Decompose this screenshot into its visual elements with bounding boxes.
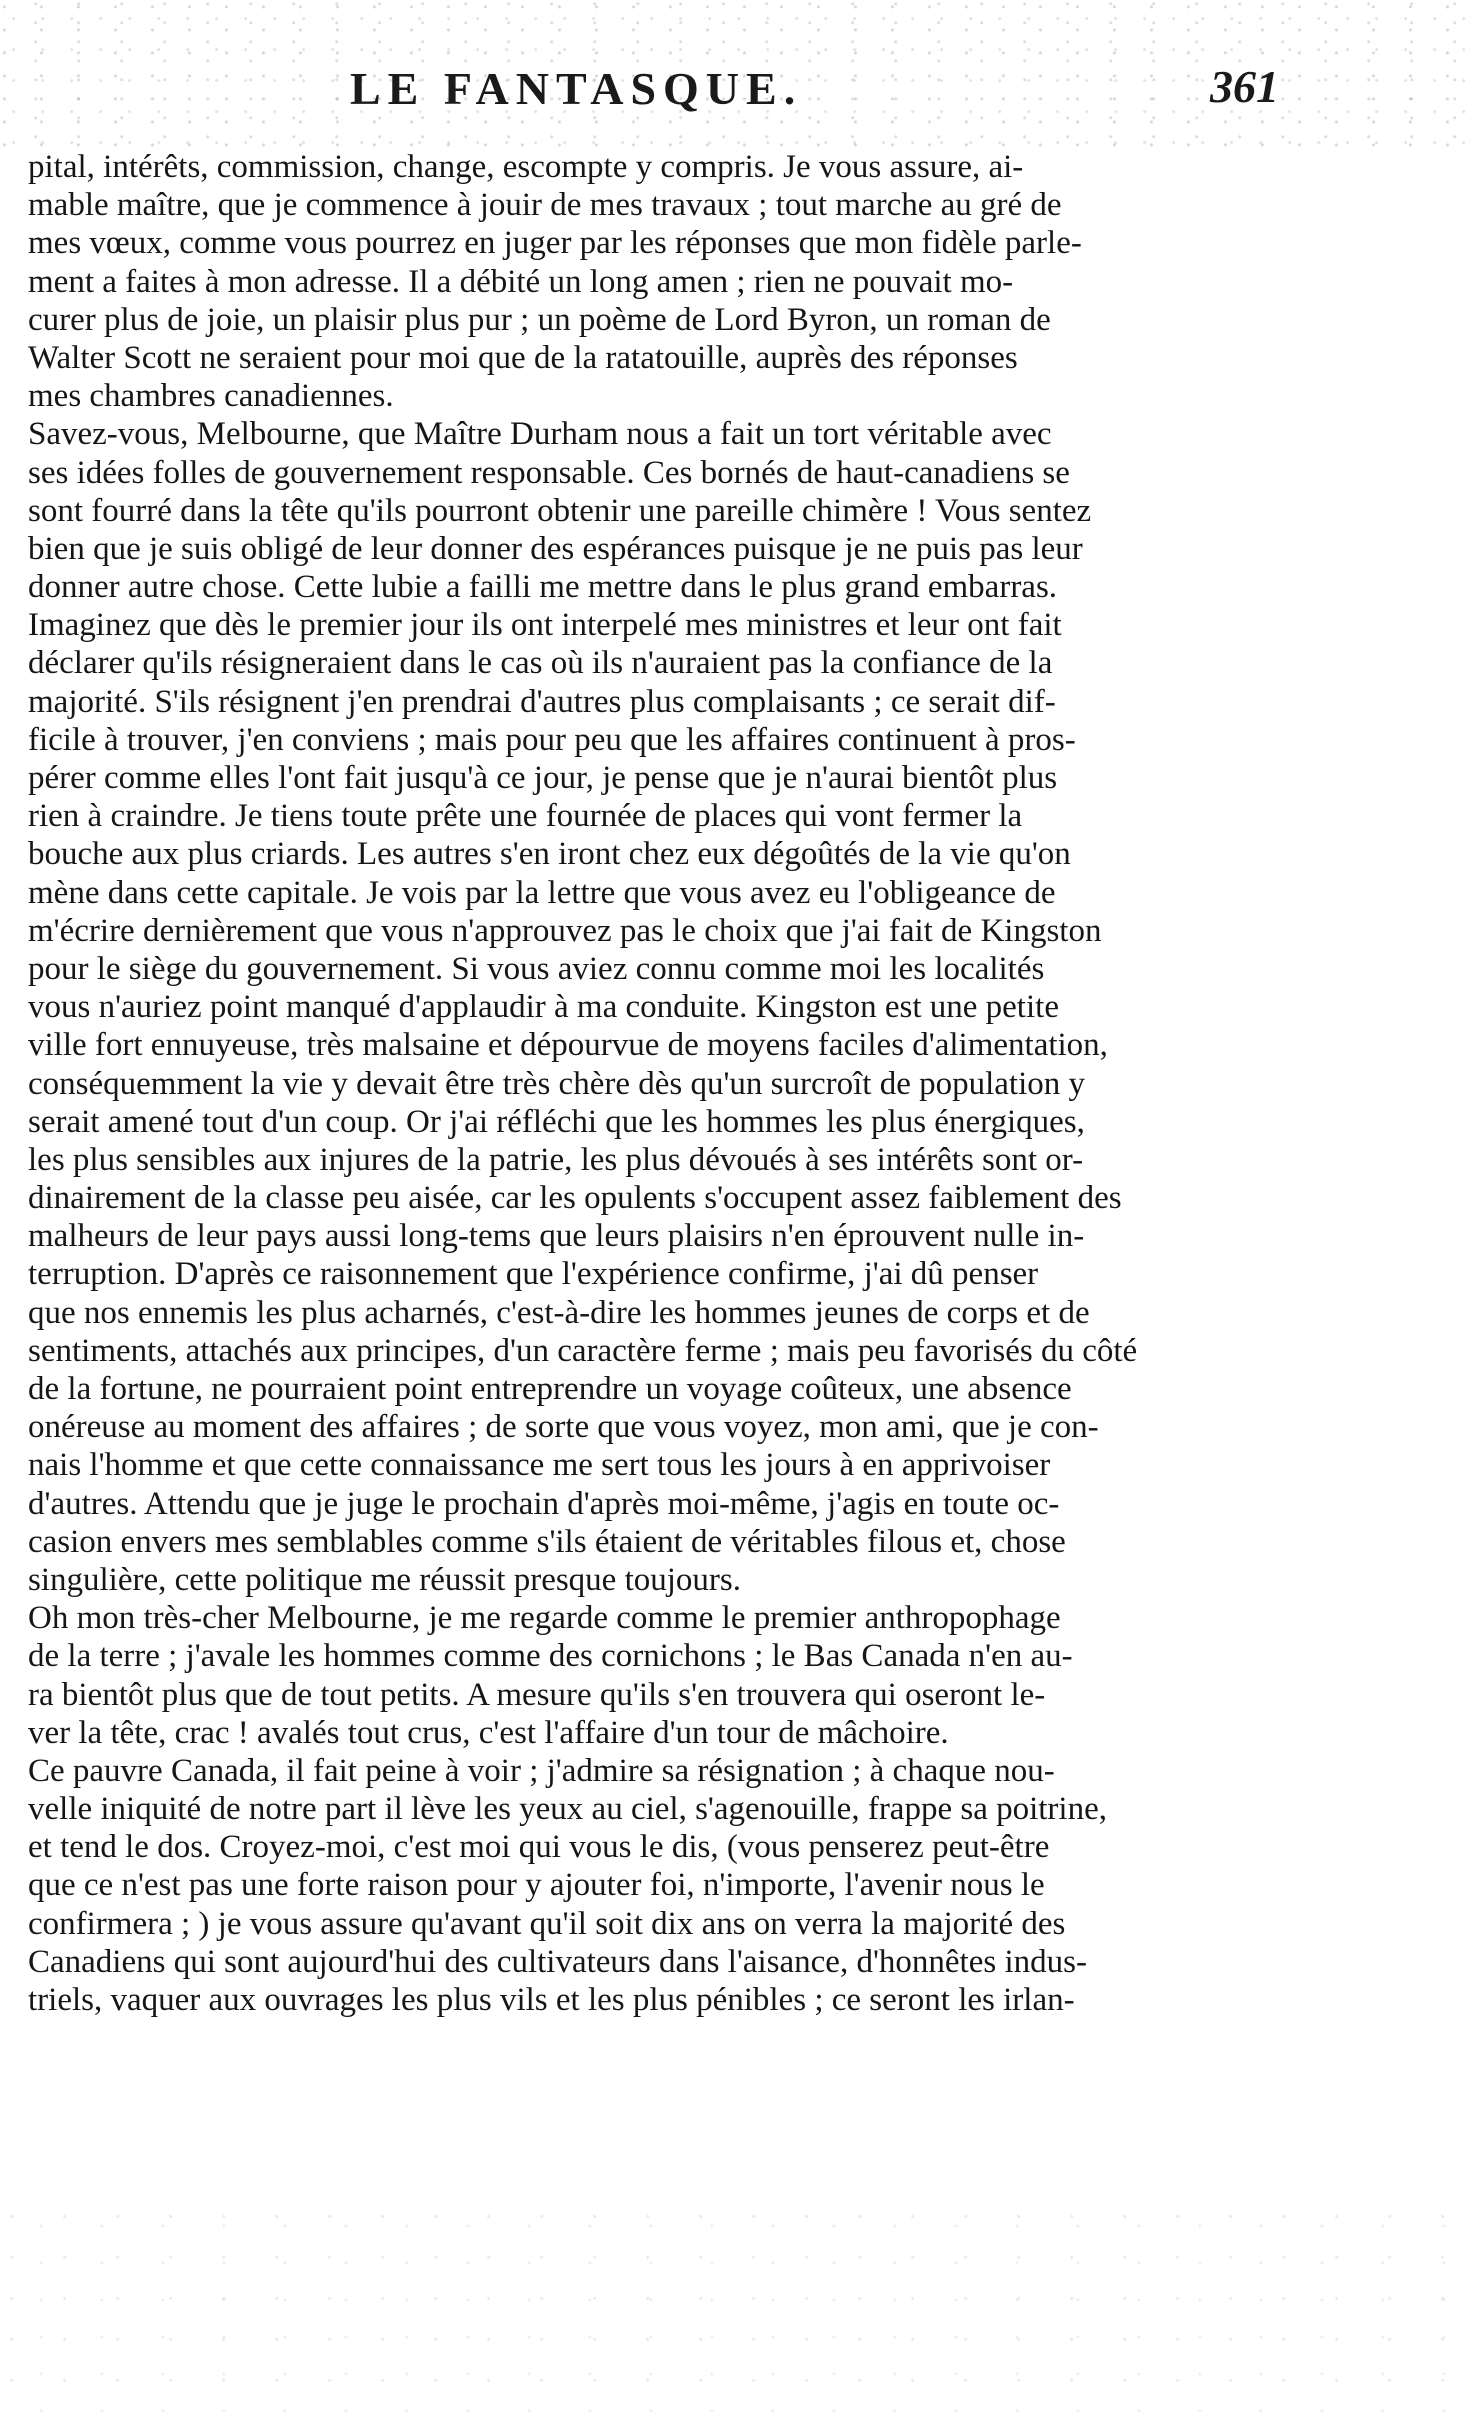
text-line: m'écrire dernièrement que vous n'approuvez pas le choix que j'ai fait de Kingston xyxy=(28,912,1102,949)
text-line: ficile à trouver, j'en conviens ; mais pour peu que les affaires continuent à pros- xyxy=(28,721,1076,758)
text-line: que ce n'est pas une forte raison pour y ajouter foi, n'importe, l'avenir nous le xyxy=(28,1867,1045,1904)
text-line: rien à craindre. Je tiens toute prête une fournée de places qui vont fermer la xyxy=(28,798,1023,835)
text-line: malheurs de leur pays aussi long-tems que leurs plaisirs n'en éprouvent nulle in- xyxy=(28,1218,1085,1255)
text-line: onéreuse au moment des affaires ; de sorte que vous voyez, mon ami, que je con- xyxy=(28,1409,1099,1446)
text-line: mes chambres canadiennes. xyxy=(28,378,394,415)
text-line: sentiments, attachés aux principes, d'un caractère ferme ; mais peu favorisés du côté xyxy=(28,1332,1138,1369)
text-line: Ce pauvre Canada, il fait peine à voir ; j'admire sa résignation ; à chaque nou- xyxy=(28,1752,1055,1789)
text-line: majorité. S'ils résignent j'en prendrai d'autres plus complaisants ; ce serait dif- xyxy=(28,683,1056,720)
print-speckle-bottom xyxy=(0,2200,1481,2412)
text-line: Oh mon très-cher Melbourne, je me regarde comme le premier anthropophage xyxy=(28,1600,1061,1637)
running-head xyxy=(0,62,1481,122)
text-line: Savez-vous, Melbourne, que Maître Durham nous a fait un tort véritable avec xyxy=(28,416,1052,453)
text-line: terruption. D'après ce raisonnement que l'expérience confirme, j'ai dû penser xyxy=(28,1256,1039,1293)
text-line: ses idées folles de gouvernement responsable. Ces bornés de haut-canadiens se xyxy=(28,454,1070,491)
text-line: ment a faites à mon adresse. Il a débité un long amen ; rien ne pouvait mo- xyxy=(28,263,1014,300)
text-line: curer plus de joie, un plaisir plus pur ; un poème de Lord Byron, un roman de xyxy=(28,301,1051,338)
text-line: serait amené tout d'un coup. Or j'ai réfléchi que les hommes les plus énergiques, xyxy=(28,1103,1085,1140)
text-line: ver la tête, crac ! avalés tout crus, c'est l'affaire d'un tour de mâchoire. xyxy=(28,1714,949,1751)
text-line: déclarer qu'ils résigneraient dans le cas où ils n'auraient pas la confiance de la xyxy=(28,645,1053,682)
text-line: ville fort ennuyeuse, très malsaine et dépourvue de moyens faciles d'alimentation, xyxy=(28,1027,1108,1064)
text-line: d'autres. Attendu que je juge le prochain d'après moi-même, j'agis en toute oc- xyxy=(28,1485,1060,1522)
page-number: 361 xyxy=(1210,61,1279,112)
text-line: ra bientôt plus que de tout petits. A mesure qu'ils s'en trouvera qui oseront le- xyxy=(28,1676,1046,1713)
text-line: nais l'homme et que cette connaissance me sert tous les jours à en apprivoiser xyxy=(28,1447,1051,1484)
text-line: de la fortune, ne pourraient point entreprendre un voyage coûteux, une absence xyxy=(28,1371,1072,1407)
text-line: singulière, cette politique me réussit presque toujours. xyxy=(28,1561,741,1598)
text-line: donner autre chose. Cette lubie a failli me mettre dans le plus grand embarras. xyxy=(28,569,1058,606)
text-line: bouche aux plus criards. Les autres s'en iront chez eux dégoûtés de la vie qu'on xyxy=(28,836,1071,873)
text-line: les plus sensibles aux injures de la patrie, les plus dévoués à ses intérêts sont or- xyxy=(28,1141,1084,1178)
text-line: conséquemment la vie y devait être très chère dès qu'un surcroît de population y xyxy=(28,1065,1086,1102)
text-line: pital, intérêts, commission, change, escompte y compris. Je vous assure, ai- xyxy=(28,149,1024,185)
text-line: que nos ennemis les plus acharnés, c'est-à-dire les hommes jeunes de corps et de xyxy=(28,1294,1090,1331)
body-text xyxy=(28,148,1348,2019)
text-line: mes vœux, comme vous pourrez en juger par les réponses que mon fidèle parle- xyxy=(28,225,1082,262)
text-line: vous n'auriez point manqué d'applaudir à ma conduite. Kingston est une petite xyxy=(28,989,1059,1026)
text-line: Canadiens qui sont aujourd'hui des cultivateurs dans l'aisance, d'honnêtes indus- xyxy=(28,1943,1087,1980)
text-line: Imaginez que dès le premier jour ils ont interpelé mes ministres et leur ont fait xyxy=(28,607,1062,644)
text-line: sont fourré dans la tête qu'ils pourront obtenir une pareille chimère ! Vous sentez xyxy=(28,492,1092,529)
text-line: confirmera ; ) je vous assure qu'avant qu'il soit dix ans on verra la majorité des xyxy=(28,1905,1066,1942)
text-line: triels, vaquer aux ouvrages les plus vils et les plus pénibles ; ce seront les irlan- xyxy=(28,1982,1075,2018)
journal-title: LE FANTASQUE. xyxy=(350,63,803,114)
text-line: mable maître, que je commence à jouir de mes travaux ; tout marche au gré de xyxy=(28,187,1062,224)
text-line: de la terre ; j'avale les hommes comme des cornichons ; le Bas Canada n'en au- xyxy=(28,1638,1073,1675)
text-line: dinairement de la classe peu aisée, car les opulents s'occupent assez faiblement des xyxy=(28,1180,1122,1217)
text-line: bien que je suis obligé de leur donner des espérances puisque je ne puis pas leur xyxy=(28,530,1083,567)
text-line: et tend le dos. Croyez-moi, c'est moi qui vous le dis, (vous penserez peut-être xyxy=(28,1829,1050,1866)
text-line: casion envers mes semblables comme s'ils étaient de véritables filous et, chose xyxy=(28,1523,1066,1560)
text-line: pour le siège du gouvernement. Si vous aviez connu comme moi les localités xyxy=(28,950,1045,987)
text-line: velle iniquité de notre part il lève les yeux au ciel, s'agenouille, frappe sa poitrine, xyxy=(28,1791,1107,1828)
text-line: mène dans cette capitale. Je vois par la lettre que vous avez eu l'obligeance de xyxy=(28,874,1056,911)
text-line: Walter Scott ne seraient pour moi que de la ratatouille, auprès des réponses xyxy=(28,339,1018,376)
text-line: pérer comme elles l'ont fait jusqu'à ce jour, je pense que je n'aurai bientôt plus xyxy=(28,760,1058,796)
